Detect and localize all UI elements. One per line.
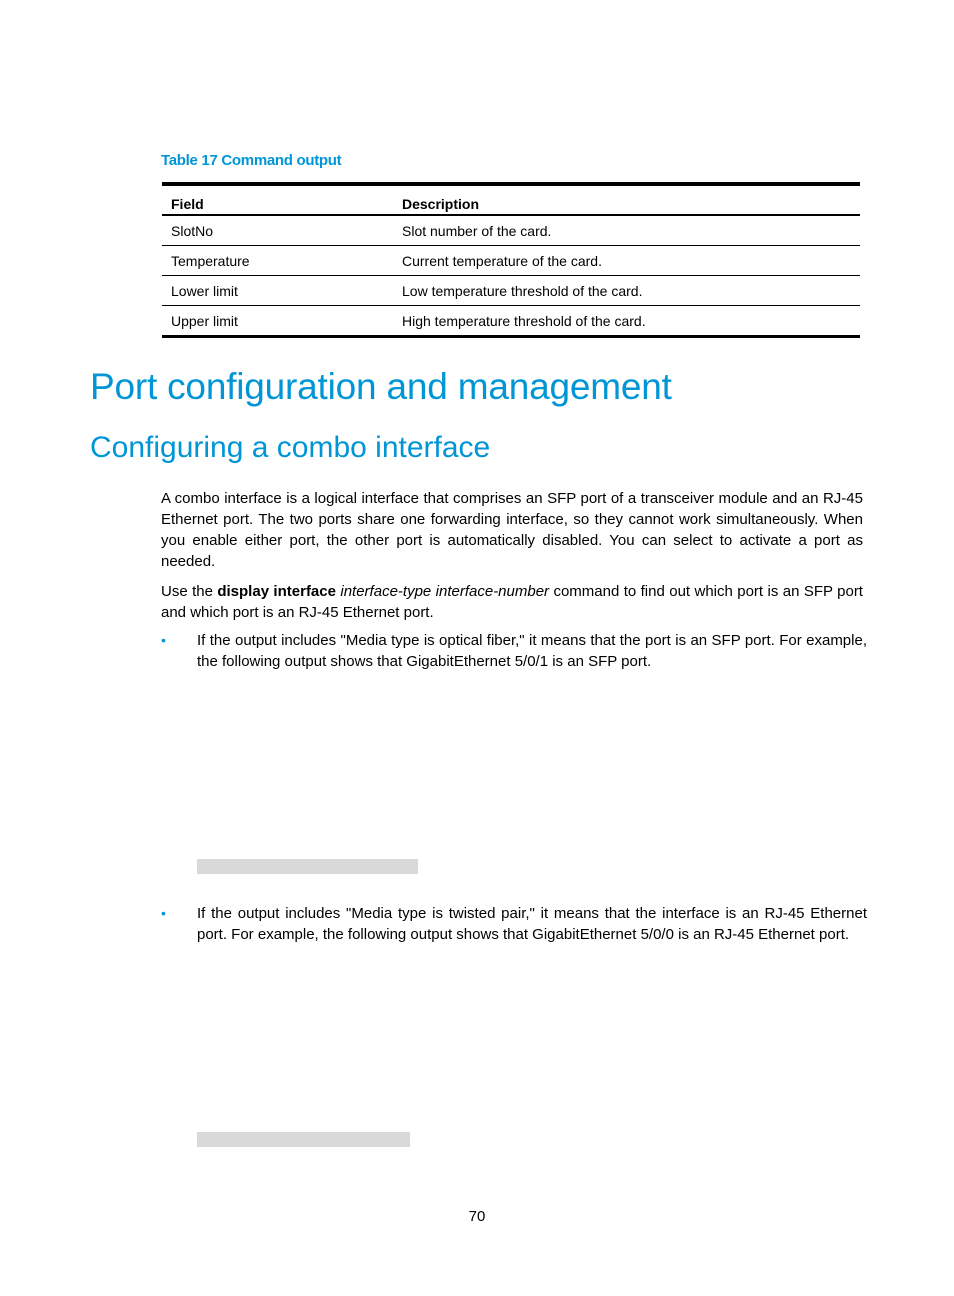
- para-suffix: command to find out which port is an SFP port and which port is an RJ-45 Ethernet port.: [161, 583, 863, 621]
- table-row: [162, 306, 860, 337]
- command-output-table: [162, 182, 860, 338]
- para-prefix: Use the: [161, 583, 218, 600]
- bullet-item: If the output includes "Media type is twisted pair," it means that the interface is an RJ-45 Ethernet port. For example, the following output shows that GigabitEthernet 5/0/0 is an RJ-45 Ethernet port.: [197, 905, 867, 943]
- intro-paragraph: A combo interface is a logical interface that comprises an SFP port of a transceiver module and an RJ-45 Ethernet port. The two ports share one forwarding interface, so they cannot work simultaneously. When you enable either port, the other port is automatically disabled. You can select to activate a port as needed.: [161, 490, 863, 570]
- cell-description: Low temperature threshold of the card.: [393, 276, 860, 306]
- bullet-item: If the output includes "Media type is optical fiber," it means that the port is an SFP port. For example, the following output shows that GigabitEthernet 5/0/1 is an SFP port.: [197, 632, 867, 670]
- header-description: Description: [393, 184, 860, 215]
- table-row: [162, 276, 860, 306]
- table-row: [162, 215, 860, 246]
- code-block-placeholder: [197, 1132, 410, 1147]
- table-row: [162, 246, 860, 276]
- cell-field: Temperature: [162, 246, 393, 276]
- cell-field: Lower limit: [162, 276, 393, 306]
- code-block-placeholder: [197, 859, 418, 874]
- bullet-icon: •: [161, 905, 166, 921]
- command-keyword: display interface: [217, 583, 336, 600]
- table-caption: Table 17 Command output: [161, 152, 342, 169]
- cell-description: Current temperature of the card.: [393, 246, 860, 276]
- command-paragraph: [161, 581, 863, 623]
- table-header-row: [162, 184, 860, 215]
- page-number: 70: [468, 1208, 486, 1225]
- cell-field: SlotNo: [162, 215, 393, 246]
- header-field: Field: [162, 184, 393, 215]
- cell-field: Upper limit: [171, 312, 238, 329]
- chapter-heading: Port configuration and management: [90, 366, 672, 407]
- section-heading: Configuring a combo interface: [90, 431, 491, 464]
- cell-description: Slot number of the card.: [393, 215, 860, 246]
- cell-description: High temperature threshold of the card.: [402, 312, 646, 329]
- bullet-icon: •: [161, 632, 166, 648]
- command-args: interface-type interface-number: [335, 583, 550, 600]
